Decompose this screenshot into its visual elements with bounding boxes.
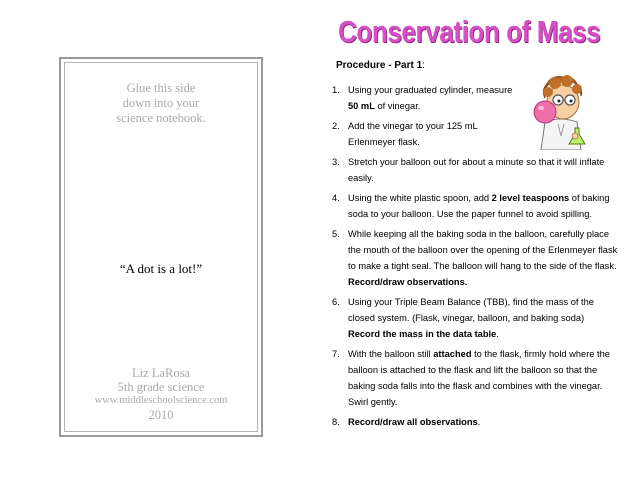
step-number: 8. (332, 417, 340, 427)
step-bold-text: Record the mass in the data table (348, 329, 497, 339)
procedure-step (332, 190, 618, 222)
step-number: 4. (332, 193, 340, 203)
step-text: . (496, 329, 499, 339)
procedure-step (332, 294, 618, 342)
step-text: . (477, 417, 481, 427)
glue-line: down into your (122, 96, 200, 110)
step-bold-text: attached (433, 349, 472, 359)
step-number: 2. (332, 121, 340, 131)
glue-line: science notebook. (116, 111, 206, 125)
motto-quote: “A dot is a lot!” (119, 261, 203, 276)
notebook-glue-panel (59, 57, 263, 437)
step-number: 3. (332, 157, 340, 167)
step-text: While keeping all the baking soda in the balloon, carefully place the mouth of the balloon over the opening of the Erlenmeyer flask to make a tight seal. The balloon will hang to the side of the flask. (348, 229, 618, 271)
author-website: www.middleschoolscience.com (94, 395, 228, 406)
procedure-step (332, 226, 618, 290)
step-text: Using your graduated cylinder, measure (348, 85, 513, 95)
step-text: Add the vinegar to your 125 mL Erlenmeyer flask. (348, 121, 478, 147)
step-bold-text: Record/draw observations. (348, 277, 468, 287)
procedure-step (332, 118, 518, 150)
panel-inner-border (64, 62, 258, 432)
author-grade: 5th grade science (117, 380, 205, 394)
page-title: Conservation of Mass (338, 14, 601, 49)
step-number: 6. (332, 297, 340, 307)
step-bold-text: Record/draw all observations (348, 417, 478, 427)
procedure-step (332, 346, 618, 410)
step-text: Using the white plastic spoon, add (348, 193, 492, 203)
step-number: 7. (332, 349, 340, 359)
step-text: to the flask, firmly hold where the balloon is attached to the flask and lift the balloon so that the baking soda falls into the flask and combines with the vinegar. Swirl gently. (348, 349, 610, 407)
procedure-heading-text: Procedure - Part 1 (336, 60, 423, 71)
author-year: 2010 (148, 408, 174, 422)
procedure-step (332, 154, 618, 186)
scientist-with-bubblegum-and-flask-icon (525, 72, 595, 150)
procedure-step (332, 82, 518, 114)
step-text: With the balloon still (348, 349, 434, 359)
procedure-heading: Procedure - Part 1: (336, 60, 425, 71)
author-name: Liz LaRosa (132, 366, 190, 380)
step-bold-text: 50 mL (348, 101, 375, 111)
step-text: of baking soda to your balloon. Use the paper funnel to avoid spilling. (348, 193, 610, 219)
step-number: 1. (332, 85, 340, 95)
procedure-step (332, 414, 618, 430)
step-number: 5. (332, 229, 340, 239)
glue-instructions (65, 81, 257, 126)
glue-line: Glue this side (126, 81, 196, 95)
step-text: Using your Triple Beam Balance (TBB), find the mass of the closed system. (Flask, vinegar, balloon, and baking soda) (348, 297, 594, 323)
step-bold-text: 2 level teaspoons (491, 193, 570, 203)
step-text: of vinegar. (374, 101, 421, 111)
step-text: Stretch your balloon out for about a minute so that it will inflate easily. (348, 157, 605, 183)
author-credits (65, 366, 257, 422)
